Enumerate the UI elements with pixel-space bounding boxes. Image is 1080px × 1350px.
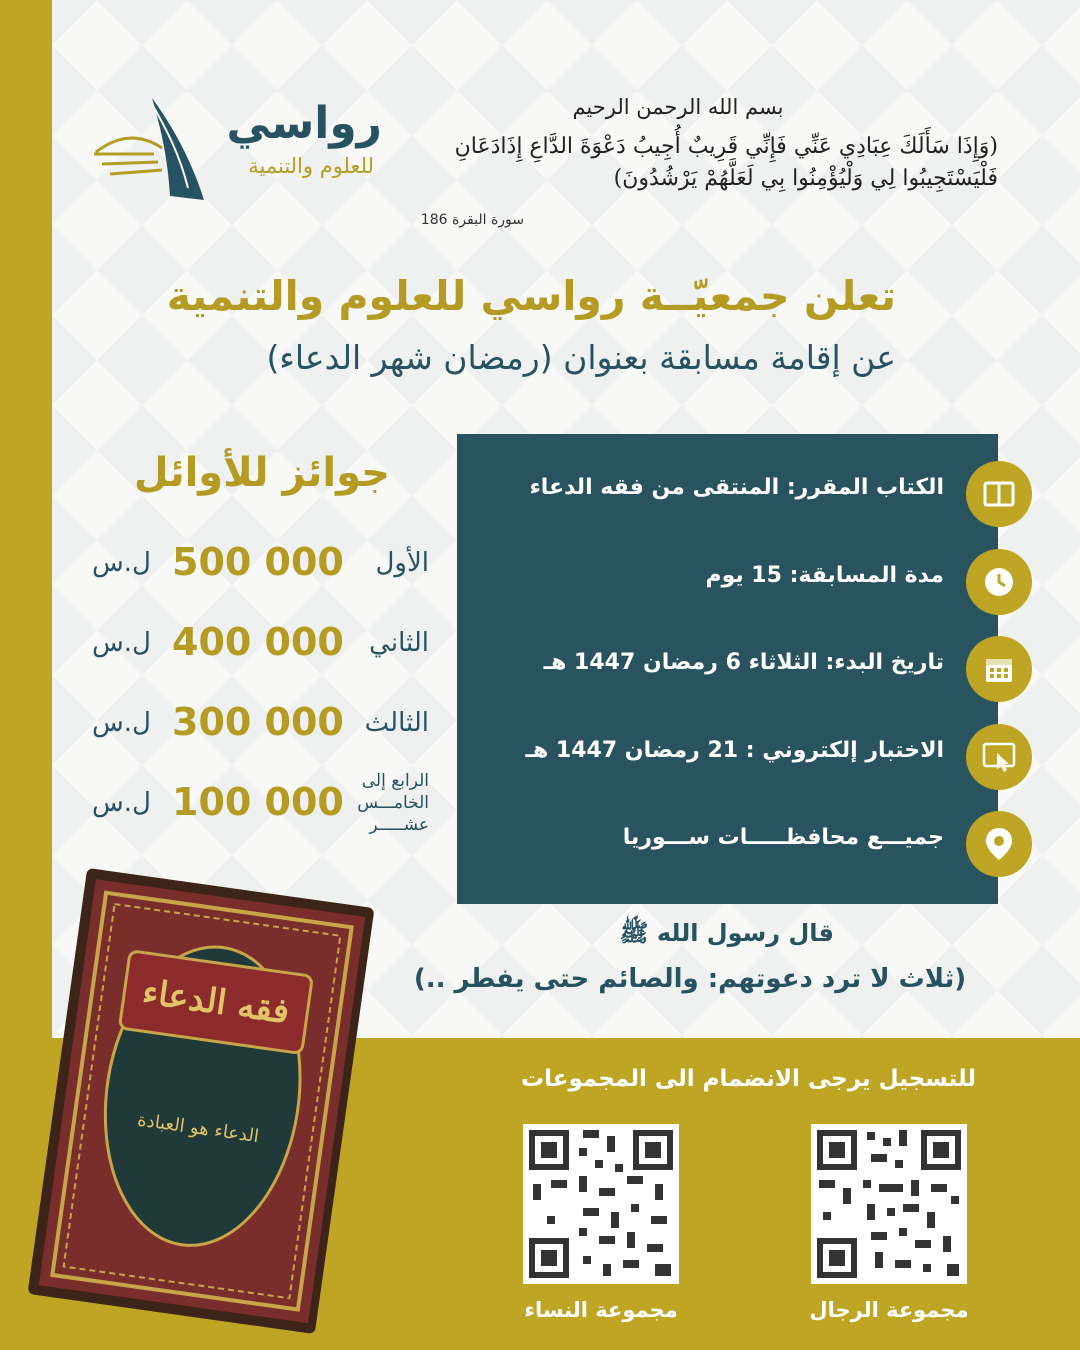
info-row-book: [455, 461, 1080, 525]
quran-verse: (وَإِذَا سَأَلَكَ عِبَادِي عَنِّي فَإِنِّي قَرِيبٌ أُجِيبُ دَعْوَةَ الدَّاعِ إِذَادَعَانِ فَلْيَسْتَجِيبُوا لِي وَلْيُؤْمِنُوا بِي لَعَلَّهُمْ يَرْشُدُونَ): [454, 134, 998, 191]
prize-row-second: [92, 620, 437, 680]
info-row-start-date: [455, 636, 1080, 700]
info-text: تاريخ البدء: الثلاثاء 6 رمضان 1447 هـ: [543, 650, 944, 675]
quran-verse-block: [358, 95, 998, 195]
location-pin-icon: [966, 811, 1032, 877]
info-row-location: [455, 811, 1080, 875]
prize-rank: الأول: [375, 548, 429, 578]
book-icon: [966, 461, 1032, 527]
book-subtitle: الدعاء هو العبادة: [136, 1109, 261, 1148]
women-group-qr[interactable]: [521, 1124, 681, 1322]
men-group-label: مجموعة الرجال: [809, 1298, 969, 1322]
qr-code-icon[interactable]: [523, 1124, 679, 1284]
qr-code-icon[interactable]: [811, 1124, 967, 1284]
prize-currency: ل.س: [92, 708, 151, 738]
logo-subtitle: للعلوم والتنمية: [248, 154, 374, 178]
prize-rank: الثاني: [369, 628, 429, 658]
logo-name: رواسي: [226, 98, 382, 149]
basmala: بسم الله الرحمن الرحيم: [572, 95, 784, 119]
prize-amount: 300 000: [172, 700, 344, 744]
prize-currency: ل.س: [92, 628, 151, 658]
info-text: جميـــع محافظـــــات ســـوريا: [622, 825, 944, 850]
clock-icon: [966, 549, 1032, 615]
prize-amount: 500 000: [172, 540, 344, 584]
info-text: الكتاب المقرر: المنتقى من فقه الدعاء: [529, 475, 944, 500]
prize-currency: ل.س: [92, 788, 151, 818]
info-text: الاختبار إلكتروني : 21 رمضان 1447 هـ: [525, 738, 944, 763]
prize-amount: 400 000: [172, 620, 344, 664]
hadith-text: (ثلاث لا ترد دعوتهم: والصائم حتى يفطر ..): [413, 964, 967, 994]
info-row-exam: [455, 724, 1080, 788]
info-row-duration: [455, 549, 1080, 613]
info-text: مدة المسابقة: 15 يوم: [705, 563, 944, 588]
prize-rank: الثالث: [364, 708, 429, 738]
prize-row-fourth-to-fifteenth: [92, 771, 437, 840]
touch-screen-icon: [966, 724, 1032, 790]
association-logo: [92, 92, 382, 207]
prizes-title: جوائز للأوائل: [133, 450, 390, 496]
verse-reference: سورة البقرة 186: [420, 212, 524, 228]
calendar-icon: [966, 636, 1032, 702]
prize-amount: 100 000: [172, 780, 344, 824]
feather-icon: [92, 92, 212, 204]
book-cover-image: [26, 866, 376, 1336]
announcement-subheadline: عن إقامة مسابقة بعنوان (رمضان شهر الدعاء): [266, 338, 896, 377]
prize-row-first: [92, 540, 437, 600]
prize-rank: الرابع إلى الخامـــس عشـــــر: [357, 771, 429, 835]
prize-currency: ل.س: [92, 548, 151, 578]
prize-row-third: [92, 700, 437, 760]
hadith-intro: قال رسول الله ﷺ: [619, 919, 834, 947]
women-group-label: مجموعة النساء: [524, 1298, 678, 1322]
announcement-headline: تعلن جمعيّــة رواسي للعلوم والتنمية: [166, 272, 896, 320]
men-group-qr[interactable]: [809, 1124, 969, 1322]
book-title: فقه الدعاء: [139, 972, 292, 1033]
registration-title: للتسجيل يرجى الانضمام الى المجموعات: [521, 1066, 976, 1092]
